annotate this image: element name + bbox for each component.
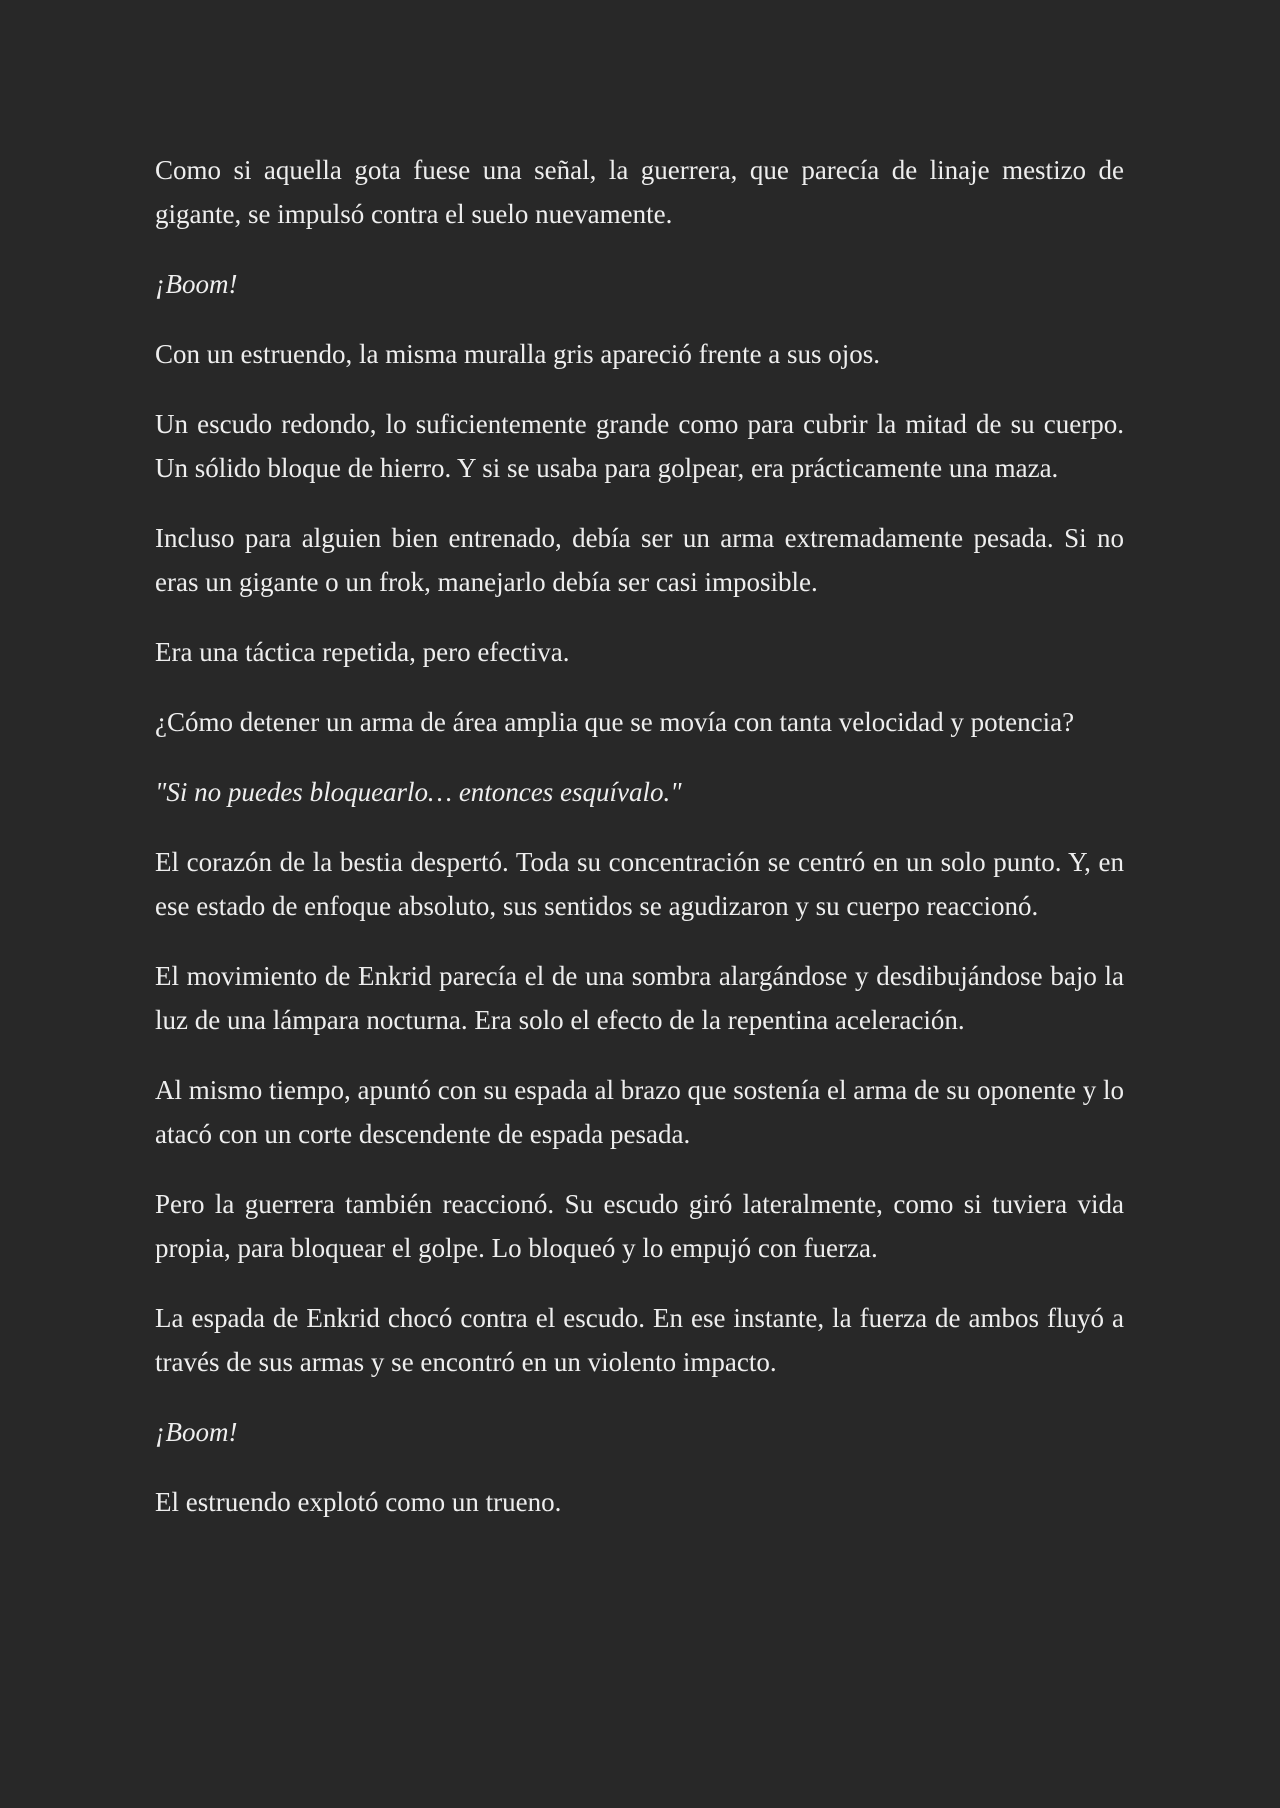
paragraph: Incluso para alguien bien entrenado, debía ser un arma extremadamente pesada. Si no eras un gigante o un frok, manejarlo debía ser casi imposible. xyxy=(155,523,1124,597)
paragraph: Al mismo tiempo, apuntó con su espada al brazo que sostenía el arma de su oponente y lo atacó con un corte descendente de espada pesada. xyxy=(155,1075,1124,1149)
paragraph: La espada de Enkrid chocó contra el escudo. En ese instante, la fuerza de ambos fluyó a través de sus armas y se encontró en un violento impacto. xyxy=(155,1303,1124,1377)
paragraph: El corazón de la bestia despertó. Toda su concentración se centró en un solo punto. Y, en ese estado de enfoque absoluto, sus sentidos se agudizaron y su cuerpo reaccionó. xyxy=(155,847,1124,921)
paragraph: Pero la guerrera también reaccionó. Su escudo giró lateralmente, como si tuviera vida propia, para bloquear el golpe. Lo bloqueó y lo empujó con fuerza. xyxy=(155,1189,1124,1263)
paragraph: El estruendo explotó como un trueno. xyxy=(155,1487,562,1517)
chapter-text xyxy=(155,148,1124,1524)
paragraph: ¿Cómo detener un arma de área amplia que se movía con tanta velocidad y potencia? xyxy=(155,707,1075,737)
paragraph: Era una táctica repetida, pero efectiva. xyxy=(155,637,570,667)
paragraph: Con un estruendo, la misma muralla gris apareció frente a sus ojos. xyxy=(155,339,881,369)
paragraph: El movimiento de Enkrid parecía el de una sombra alargándose y desdibujándose bajo la luz de una lámpara nocturna. Era solo el efecto de la repentina aceleración. xyxy=(155,961,1124,1035)
paragraph: Como si aquella gota fuese una señal, la guerrera, que parecía de linaje mestizo de gigante, se impulsó contra el suelo nuevamente. xyxy=(155,155,1124,229)
paragraph: Un escudo redondo, lo suficientemente grande como para cubrir la mitad de su cuerpo. Un sólido bloque de hierro. Y si se usaba para golpear, era prácticamente una maza. xyxy=(155,409,1124,483)
thought-quote: "Si no puedes bloquearlo… entonces esquívalo." xyxy=(155,777,682,807)
sound-effect: ¡Boom! xyxy=(155,269,238,299)
sound-effect: ¡Boom! xyxy=(155,1417,238,1447)
